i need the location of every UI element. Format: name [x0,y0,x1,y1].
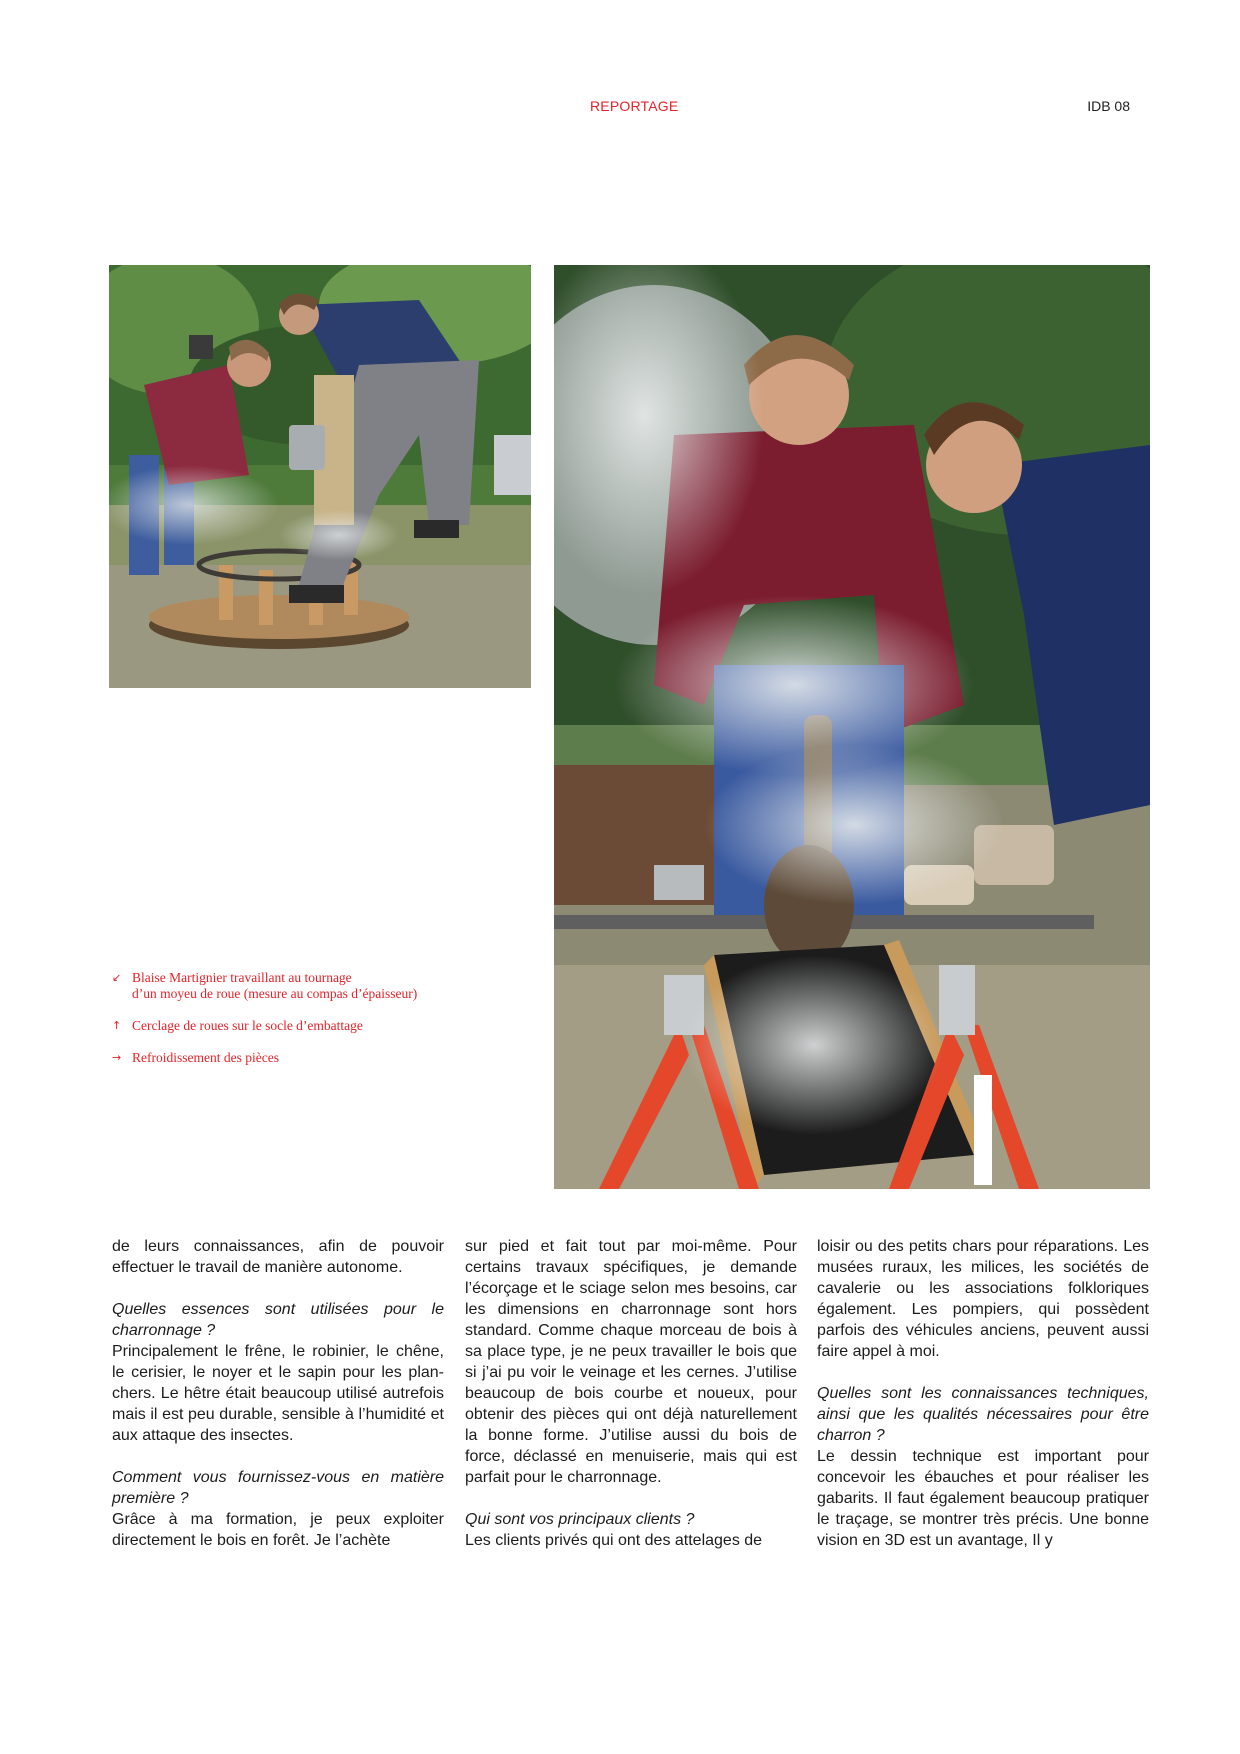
section-label: REPORTAGE [590,98,679,114]
interview-answer: Principalement le frêne, le robinier, le chêne, le cerisier, le noyer et le sapin pour les planchers. Le hêtre était beaucoup utilisé autrefois mais il est peu durable, sensible à l’humidité et aux attaque des insectes. [112,1343,444,1444]
caption-cerclage [112,1018,472,1034]
caption-text: Cerclage de roues sur le socle d’embattage [132,1018,363,1033]
paragraph: loisir ou des petits chars pour réparations. Les musées ruraux, les milices, les sociétés de cavalerie ou les associations folkloriques également. Les pompiers, qui possèdent parfois des véhicules anciens, peuvent aussi faire appel à moi. [817,1238,1149,1360]
arrow-down-left-icon: ↙ [112,971,122,984]
article-body [112,1236,1148,1556]
arrow-up-icon: ↑ [112,1019,122,1032]
text-column-2 [465,1236,797,1551]
interview-question: Quelles essences sont utilisées pour le charronnage ? [112,1301,444,1339]
page-header [0,98,1240,118]
paragraph: sur pied et fait tout par moi-même. Pour certains travaux spécifiques, je demande l’écorçage et le sciage selon mes besoins, car les dimensions en charronnage sont hors standard. Comme chaque morceau de bois à sa place type, je ne peux travailler le bois que si j’ai pu voir le veinage et les cernes. J’utilise beaucoup de bois courbe et noueux, pour obtenir des pièces qui ont déjà naturellement la bonne forme. J’utilise aussi du bois de force, déclassé en menuiserie, mais qui est parfait pour le charronnage. [465,1238,797,1486]
photo-captions [112,970,472,1082]
caption-tournage [112,970,472,1002]
interview-answer: Les clients privés qui ont des attelages de [465,1532,763,1549]
paragraph: de leurs connaissances, afin de pouvoir effectuer le travail de manière autonome. [112,1238,444,1276]
interview-answer: Le dessin technique est important pour concevoir les ébauches et pour réaliser les gabarits. Il faut également beaucoup pratiquer le traçage, se montrer très précis. Une bonne vision en 3D est un avantage, Il y [817,1448,1149,1549]
text-column-3 [817,1236,1149,1551]
arrow-right-icon: → [112,1051,122,1064]
interview-question: Quelles sont les connaissances techniques, ainsi que les qualités nécessaires pour être charron ? [817,1385,1149,1444]
caption-text: Blaise Martignier travaillant au tournage d’un moyeu de roue (mesure au compas d’épaisseur) [132,970,418,1001]
caption-refroidissement [112,1050,472,1066]
page-number: IDB 08 [1087,98,1130,114]
interview-question: Qui sont vos principaux clients ? [465,1511,695,1528]
caption-text: Refroidissement des pièces [132,1050,279,1065]
photo-embattage [109,265,531,688]
photo-refroidissement [554,265,1150,1189]
interview-question: Comment vous fournissez-vous en matière première ? [112,1469,444,1507]
interview-answer: Grâce à ma formation, je peux exploiter directement le bois en forêt. Je l’achète [112,1511,444,1549]
text-column-1 [112,1236,444,1551]
